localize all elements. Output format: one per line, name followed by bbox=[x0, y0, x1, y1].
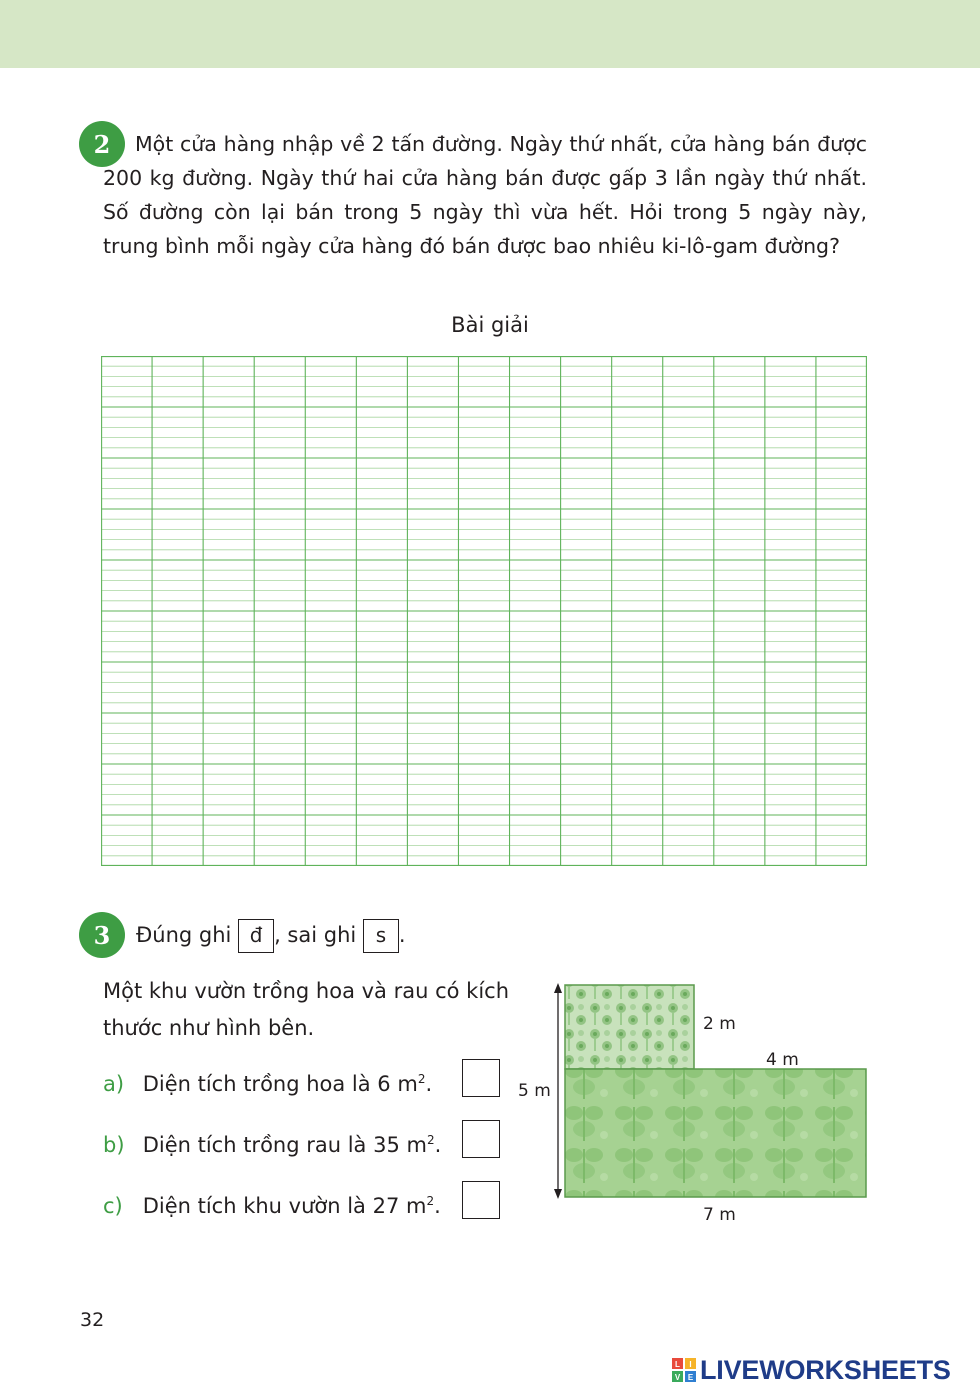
option-c-text: Diện tích khu vườn là 27 m bbox=[142, 1194, 427, 1218]
option-a-text: Diện tích trồng hoa là 6 m bbox=[142, 1072, 418, 1096]
question-3-description: Một khu vườn trồng hoa và rau có kích thước như hình bên. bbox=[103, 979, 510, 1040]
header-band bbox=[0, 0, 980, 68]
option-b-text: Diện tích trồng rau là 35 m bbox=[142, 1133, 427, 1157]
solution-title: Bài giải bbox=[451, 313, 529, 337]
dim-5m: 5 m bbox=[518, 1081, 551, 1101]
page-number: 32 bbox=[80, 1309, 105, 1331]
vegetable-area bbox=[565, 1069, 866, 1197]
brand-logo bbox=[672, 1352, 972, 1388]
option-b-sup: 2 bbox=[426, 1133, 435, 1147]
brand-icon-l: L bbox=[675, 1360, 680, 1369]
dim-7m: 7 m bbox=[703, 1205, 736, 1225]
question-2-text bbox=[103, 127, 867, 263]
answer-box-b[interactable] bbox=[462, 1120, 500, 1158]
instruction-prefix: Đúng ghi bbox=[136, 923, 232, 947]
false-mark-box: s bbox=[363, 919, 399, 953]
answer-box-c[interactable] bbox=[462, 1181, 500, 1219]
option-c-end: . bbox=[434, 1194, 441, 1218]
flower-area bbox=[565, 985, 694, 1069]
dim-4m: 4 m bbox=[766, 1050, 799, 1070]
option-a-label: a) bbox=[103, 1072, 125, 1096]
question-3-instruction bbox=[136, 918, 406, 953]
brand-icon-v: V bbox=[674, 1373, 681, 1382]
option-c bbox=[103, 1186, 441, 1221]
option-a-sup: 2 bbox=[417, 1072, 426, 1086]
answer-box-a[interactable] bbox=[462, 1059, 500, 1097]
question-2-body: Một cửa hàng nhập về 2 tấn đường. Ngày thứ nhất, cửa hàng bán được 200 kg đường. Ngày thứ hai cửa hàng bán được gấp 3 lần ngày thứ nhất. Số đường còn lại bán trong 5 ngày thì vừa hết. Hỏi trong 5 ngày này, trung bình mỗi ngày cửa hàng đó bán được bao nhiêu ki-lô-gam đường? bbox=[103, 132, 867, 258]
brand-icon-e: E bbox=[687, 1373, 694, 1382]
arrow-head-bottom bbox=[554, 1189, 562, 1199]
brand-icon-i: I bbox=[689, 1360, 692, 1369]
option-c-label: c) bbox=[103, 1194, 123, 1218]
answer-grid[interactable] bbox=[101, 356, 867, 866]
option-a-end: . bbox=[425, 1072, 433, 1096]
option-a bbox=[103, 1064, 432, 1099]
option-b bbox=[103, 1125, 441, 1160]
arrow-head-top bbox=[554, 983, 562, 993]
brand-name: LIVEWORKSHEETS bbox=[700, 1354, 951, 1385]
option-b-end: . bbox=[434, 1133, 442, 1157]
question-3-badge: 3 bbox=[79, 912, 125, 958]
option-c-sup: 2 bbox=[426, 1194, 435, 1208]
true-mark-box: đ bbox=[238, 919, 274, 953]
instruction-middle: , sai ghi bbox=[274, 923, 357, 947]
instruction-suffix: . bbox=[398, 923, 406, 947]
dim-2m: 2 m bbox=[703, 1014, 736, 1034]
garden-figure bbox=[510, 975, 880, 1235]
question-2-badge: 2 bbox=[79, 121, 125, 167]
brand-icon bbox=[672, 1358, 696, 1382]
option-b-label: b) bbox=[103, 1133, 125, 1157]
